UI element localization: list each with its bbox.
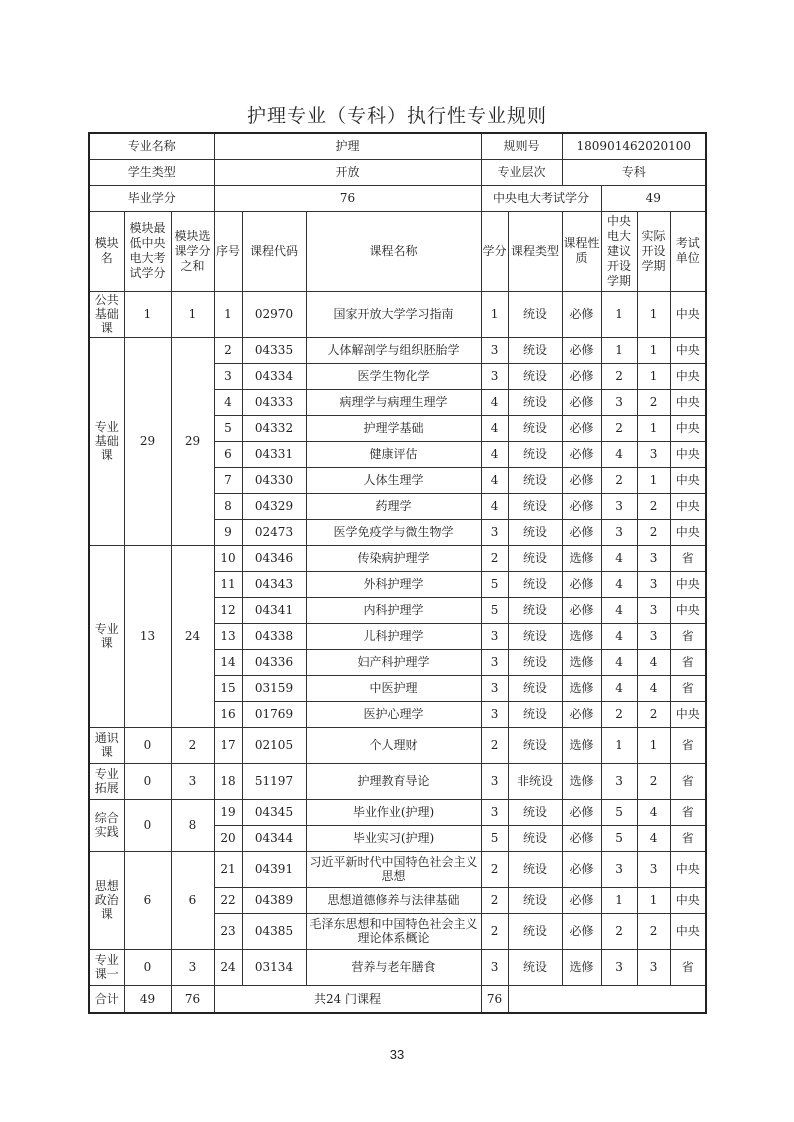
course-suggested-term: 3	[601, 493, 637, 519]
course-actual-term: 1	[637, 291, 670, 337]
course-exam-unit: 中央	[670, 467, 706, 493]
course-exam-unit: 省	[670, 799, 706, 825]
course-credit: 3	[481, 337, 508, 363]
course-code: 04334	[242, 363, 306, 389]
course-code: 04344	[242, 825, 306, 851]
module-name: 综合实践	[89, 799, 124, 851]
course-name: 外科护理学	[306, 571, 481, 597]
course-exam-unit: 省	[670, 545, 706, 571]
course-seq: 18	[214, 763, 242, 799]
header-code: 课程代码	[242, 211, 306, 291]
course-seq: 20	[214, 825, 242, 851]
header-module: 模块名	[89, 211, 124, 291]
course-nature: 选修	[562, 545, 601, 571]
level-value: 专科	[562, 159, 706, 185]
course-name: 毕业作业(护理)	[306, 799, 481, 825]
course-credit: 2	[481, 913, 508, 949]
course-credit: 4	[481, 493, 508, 519]
major-name-label: 专业名称	[89, 133, 214, 159]
total-row	[89, 985, 706, 1013]
course-actual-term: 1	[637, 363, 670, 389]
course-exam-unit: 中央	[670, 597, 706, 623]
course-actual-term: 4	[637, 675, 670, 701]
student-type-value: 开放	[214, 159, 481, 185]
course-suggested-term: 4	[601, 623, 637, 649]
course-suggested-term: 2	[601, 415, 637, 441]
course-type: 统设	[508, 519, 562, 545]
course-actual-term: 1	[637, 727, 670, 763]
course-seq: 2	[214, 337, 242, 363]
course-name: 习近平新时代中国特色社会主义思想	[306, 851, 481, 887]
course-nature: 选修	[562, 675, 601, 701]
course-nature: 选修	[562, 649, 601, 675]
course-nature: 必修	[562, 597, 601, 623]
total-blank-cell	[508, 985, 706, 1013]
course-suggested-term: 2	[601, 467, 637, 493]
course-suggested-term: 1	[601, 887, 637, 913]
course-code: 02105	[242, 727, 306, 763]
course-suggested-term: 2	[601, 913, 637, 949]
course-suggested-term: 4	[601, 571, 637, 597]
course-code: 04389	[242, 887, 306, 913]
course-code: 02473	[242, 519, 306, 545]
module-name: 专业课	[89, 545, 124, 727]
course-type: 统设	[508, 493, 562, 519]
course-name: 病理学与病理生理学	[306, 389, 481, 415]
course-actual-term: 3	[637, 949, 670, 985]
course-credit: 2	[481, 727, 508, 763]
course-actual-term: 2	[637, 913, 670, 949]
total-min-central: 49	[124, 985, 171, 1013]
course-exam-unit: 省	[670, 727, 706, 763]
module-elective-credit-sum: 3	[171, 763, 214, 799]
course-actual-term: 2	[637, 493, 670, 519]
course-nature: 选修	[562, 949, 601, 985]
course-suggested-term: 3	[601, 519, 637, 545]
course-seq: 12	[214, 597, 242, 623]
course-nature: 必修	[562, 851, 601, 887]
course-type: 非统设	[508, 763, 562, 799]
course-actual-term: 3	[637, 597, 670, 623]
course-actual-term: 2	[637, 519, 670, 545]
course-row	[89, 545, 706, 571]
course-seq: 24	[214, 949, 242, 985]
student-type-label: 学生类型	[89, 159, 214, 185]
course-type: 统设	[508, 887, 562, 913]
course-code: 04343	[242, 571, 306, 597]
course-seq: 11	[214, 571, 242, 597]
course-nature: 必修	[562, 291, 601, 337]
course-code: 04329	[242, 493, 306, 519]
course-actual-term: 1	[637, 415, 670, 441]
course-code: 04346	[242, 545, 306, 571]
course-code: 02970	[242, 291, 306, 337]
course-exam-unit: 中央	[670, 887, 706, 913]
course-type: 统设	[508, 597, 562, 623]
course-name: 医学生物化学	[306, 363, 481, 389]
module-elective-credit-sum: 24	[171, 545, 214, 727]
course-code: 04336	[242, 649, 306, 675]
module-name: 专业课一	[89, 949, 124, 985]
central-exam-value: 49	[601, 185, 706, 211]
module-min-central-credits: 13	[124, 545, 171, 727]
course-suggested-term: 1	[601, 727, 637, 763]
module-min-central-credits: 0	[124, 763, 171, 799]
course-type: 统设	[508, 415, 562, 441]
course-actual-term: 4	[637, 825, 670, 851]
course-code: 03134	[242, 949, 306, 985]
course-credit: 4	[481, 441, 508, 467]
course-exam-unit: 中央	[670, 493, 706, 519]
header-suggested-term: 中央电大建议开设学期	[601, 211, 637, 291]
course-credit: 2	[481, 545, 508, 571]
course-nature: 必修	[562, 467, 601, 493]
course-seq: 4	[214, 389, 242, 415]
course-suggested-term: 4	[601, 649, 637, 675]
module-min-central-credits: 0	[124, 727, 171, 763]
module-elective-credit-sum: 8	[171, 799, 214, 851]
course-code: 04341	[242, 597, 306, 623]
header-seq: 序号	[214, 211, 242, 291]
course-exam-unit: 中央	[670, 415, 706, 441]
course-type: 统设	[508, 727, 562, 763]
course-seq: 1	[214, 291, 242, 337]
course-credit: 3	[481, 675, 508, 701]
course-exam-unit: 中央	[670, 913, 706, 949]
course-seq: 3	[214, 363, 242, 389]
course-exam-unit: 省	[670, 949, 706, 985]
course-name: 医护心理学	[306, 701, 481, 727]
course-type: 统设	[508, 851, 562, 887]
course-name: 人体解剖学与组织胚胎学	[306, 337, 481, 363]
course-seq: 19	[214, 799, 242, 825]
course-actual-term: 4	[637, 649, 670, 675]
course-seq: 9	[214, 519, 242, 545]
module-min-central-credits: 29	[124, 337, 171, 545]
course-credit: 4	[481, 467, 508, 493]
course-seq: 21	[214, 851, 242, 887]
course-exam-unit: 中央	[670, 389, 706, 415]
course-credit: 3	[481, 519, 508, 545]
module-min-central-credits: 1	[124, 291, 171, 337]
course-type: 统设	[508, 949, 562, 985]
course-actual-term: 1	[637, 467, 670, 493]
course-nature: 必修	[562, 493, 601, 519]
course-actual-term: 3	[637, 545, 670, 571]
course-suggested-term: 1	[601, 291, 637, 337]
course-suggested-term: 3	[601, 389, 637, 415]
course-code: 04332	[242, 415, 306, 441]
course-suggested-term: 5	[601, 799, 637, 825]
course-name: 护理学基础	[306, 415, 481, 441]
course-name: 内科护理学	[306, 597, 481, 623]
course-nature: 必修	[562, 337, 601, 363]
course-row	[89, 337, 706, 363]
course-nature: 必修	[562, 887, 601, 913]
module-min-central-credits: 0	[124, 949, 171, 985]
module-name: 通识课	[89, 727, 124, 763]
course-row	[89, 291, 706, 337]
course-type: 统设	[508, 467, 562, 493]
course-nature: 必修	[562, 363, 601, 389]
course-code: 04331	[242, 441, 306, 467]
header-exam-unit: 考试单位	[670, 211, 706, 291]
course-nature: 必修	[562, 799, 601, 825]
course-actual-term: 1	[637, 887, 670, 913]
course-name: 中医护理	[306, 675, 481, 701]
course-suggested-term: 4	[601, 441, 637, 467]
course-seq: 16	[214, 701, 242, 727]
column-header-row	[89, 211, 706, 291]
course-code: 04345	[242, 799, 306, 825]
course-code: 03159	[242, 675, 306, 701]
course-suggested-term: 3	[601, 763, 637, 799]
course-exam-unit: 中央	[670, 571, 706, 597]
course-exam-unit: 中央	[670, 851, 706, 887]
header-elective-sum: 模块选课学分之和	[171, 211, 214, 291]
course-credit: 4	[481, 389, 508, 415]
course-exam-unit: 省	[670, 825, 706, 851]
grad-credits-value: 76	[214, 185, 481, 211]
course-type: 统设	[508, 701, 562, 727]
course-type: 统设	[508, 441, 562, 467]
course-credit: 3	[481, 949, 508, 985]
course-code: 04391	[242, 851, 306, 887]
course-exam-unit: 省	[670, 675, 706, 701]
course-suggested-term: 4	[601, 545, 637, 571]
course-nature: 必修	[562, 415, 601, 441]
course-credit: 2	[481, 851, 508, 887]
module-min-central-credits: 0	[124, 799, 171, 851]
course-type: 统设	[508, 571, 562, 597]
total-credits: 76	[481, 985, 508, 1013]
module-name: 公共基础课	[89, 291, 124, 337]
course-name: 个人理财	[306, 727, 481, 763]
course-credit: 1	[481, 291, 508, 337]
course-code: 04385	[242, 913, 306, 949]
course-name: 国家开放大学学习指南	[306, 291, 481, 337]
course-nature: 必修	[562, 825, 601, 851]
module-elective-credit-sum: 1	[171, 291, 214, 337]
course-credit: 5	[481, 571, 508, 597]
course-exam-unit: 中央	[670, 363, 706, 389]
course-code: 04330	[242, 467, 306, 493]
course-type: 统设	[508, 649, 562, 675]
course-credit: 3	[481, 649, 508, 675]
course-suggested-term: 4	[601, 675, 637, 701]
course-seq: 22	[214, 887, 242, 913]
course-seq: 13	[214, 623, 242, 649]
course-name: 护理教育导论	[306, 763, 481, 799]
course-actual-term: 4	[637, 799, 670, 825]
course-seq: 14	[214, 649, 242, 675]
course-name: 妇产科护理学	[306, 649, 481, 675]
module-elective-credit-sum: 2	[171, 727, 214, 763]
course-type: 统设	[508, 389, 562, 415]
course-code: 04338	[242, 623, 306, 649]
course-actual-term: 3	[637, 623, 670, 649]
course-credit: 3	[481, 701, 508, 727]
course-name: 人体生理学	[306, 467, 481, 493]
course-code: 04335	[242, 337, 306, 363]
course-nature: 必修	[562, 913, 601, 949]
course-actual-term: 1	[637, 337, 670, 363]
course-suggested-term: 5	[601, 825, 637, 851]
course-type: 统设	[508, 913, 562, 949]
total-label: 合计	[89, 985, 124, 1013]
rule-no-value: 180901462020100	[562, 133, 706, 159]
program-rules-table	[88, 132, 707, 1014]
course-nature: 选修	[562, 727, 601, 763]
central-exam-label: 中央电大考试学分	[481, 185, 601, 211]
course-actual-term: 2	[637, 701, 670, 727]
course-row	[89, 949, 706, 985]
course-actual-term: 3	[637, 851, 670, 887]
grad-credits-label: 毕业学分	[89, 185, 214, 211]
course-row	[89, 851, 706, 887]
course-seq: 8	[214, 493, 242, 519]
course-exam-unit: 中央	[670, 701, 706, 727]
course-nature: 必修	[562, 701, 601, 727]
course-nature: 必修	[562, 441, 601, 467]
course-nature: 选修	[562, 623, 601, 649]
course-type: 统设	[508, 825, 562, 851]
course-actual-term: 3	[637, 571, 670, 597]
header-credit: 学分	[481, 211, 508, 291]
module-name: 专业拓展	[89, 763, 124, 799]
course-exam-unit: 省	[670, 649, 706, 675]
info-row-major	[89, 133, 706, 159]
course-exam-unit: 中央	[670, 337, 706, 363]
course-exam-unit: 省	[670, 623, 706, 649]
course-actual-term: 2	[637, 389, 670, 415]
course-name: 健康评估	[306, 441, 481, 467]
module-elective-credit-sum: 29	[171, 337, 214, 545]
module-elective-credit-sum: 3	[171, 949, 214, 985]
course-type: 统设	[508, 363, 562, 389]
course-name: 毛泽东思想和中国特色社会主义理论体系概论	[306, 913, 481, 949]
module-name: 专业基础课	[89, 337, 124, 545]
module-min-central-credits: 6	[124, 851, 171, 949]
header-type: 课程类型	[508, 211, 562, 291]
course-suggested-term: 4	[601, 597, 637, 623]
header-min-central: 模块最低中央电大考试学分	[124, 211, 171, 291]
course-suggested-term: 1	[601, 337, 637, 363]
module-name: 思想政治课	[89, 851, 124, 949]
course-name: 毕业实习(护理)	[306, 825, 481, 851]
course-code: 01769	[242, 701, 306, 727]
total-elective-sum: 76	[171, 985, 214, 1013]
course-nature: 必修	[562, 571, 601, 597]
course-seq: 15	[214, 675, 242, 701]
course-type: 统设	[508, 545, 562, 571]
course-credit: 4	[481, 415, 508, 441]
course-type: 统设	[508, 291, 562, 337]
course-code: 51197	[242, 763, 306, 799]
header-nature: 课程性质	[562, 211, 601, 291]
course-exam-unit: 中央	[670, 441, 706, 467]
course-type: 统设	[508, 799, 562, 825]
course-name: 传染病护理学	[306, 545, 481, 571]
course-seq: 5	[214, 415, 242, 441]
course-type: 统设	[508, 675, 562, 701]
course-row	[89, 727, 706, 763]
course-nature: 选修	[562, 763, 601, 799]
course-credit: 5	[481, 597, 508, 623]
course-name: 药理学	[306, 493, 481, 519]
course-name: 思想道德修养与法律基础	[306, 887, 481, 913]
course-credit: 5	[481, 825, 508, 851]
course-actual-term: 2	[637, 763, 670, 799]
level-label: 专业层次	[481, 159, 562, 185]
course-suggested-term: 3	[601, 851, 637, 887]
course-row	[89, 799, 706, 825]
course-seq: 6	[214, 441, 242, 467]
module-elective-credit-sum: 6	[171, 851, 214, 949]
rule-no-label: 规则号	[481, 133, 562, 159]
course-exam-unit: 省	[670, 763, 706, 799]
course-exam-unit: 中央	[670, 519, 706, 545]
header-actual-term: 实际开设学期	[637, 211, 670, 291]
course-suggested-term: 2	[601, 363, 637, 389]
course-row	[89, 763, 706, 799]
info-row-type	[89, 159, 706, 185]
course-credit: 2	[481, 887, 508, 913]
course-credit: 3	[481, 363, 508, 389]
course-code: 04333	[242, 389, 306, 415]
total-courses-text: 共24 门课程	[214, 985, 481, 1013]
course-type: 统设	[508, 337, 562, 363]
header-name: 课程名称	[306, 211, 481, 291]
course-exam-unit: 中央	[670, 291, 706, 337]
course-name: 医学免疫学与微生物学	[306, 519, 481, 545]
course-credit: 3	[481, 799, 508, 825]
course-name: 营养与老年膳食	[306, 949, 481, 985]
course-seq: 10	[214, 545, 242, 571]
info-row-credits	[89, 185, 706, 211]
course-actual-term: 3	[637, 441, 670, 467]
course-nature: 必修	[562, 389, 601, 415]
course-seq: 17	[214, 727, 242, 763]
course-seq: 23	[214, 913, 242, 949]
course-credit: 3	[481, 623, 508, 649]
course-suggested-term: 2	[601, 701, 637, 727]
course-name: 儿科护理学	[306, 623, 481, 649]
course-seq: 7	[214, 467, 242, 493]
course-credit: 3	[481, 763, 508, 799]
major-name-value: 护理	[214, 133, 481, 159]
course-type: 统设	[508, 623, 562, 649]
course-nature: 必修	[562, 519, 601, 545]
page-title: 护理专业（专科）执行性专业规则	[246, 105, 547, 127]
page-number: 33	[389, 1047, 405, 1062]
course-suggested-term: 3	[601, 949, 637, 985]
